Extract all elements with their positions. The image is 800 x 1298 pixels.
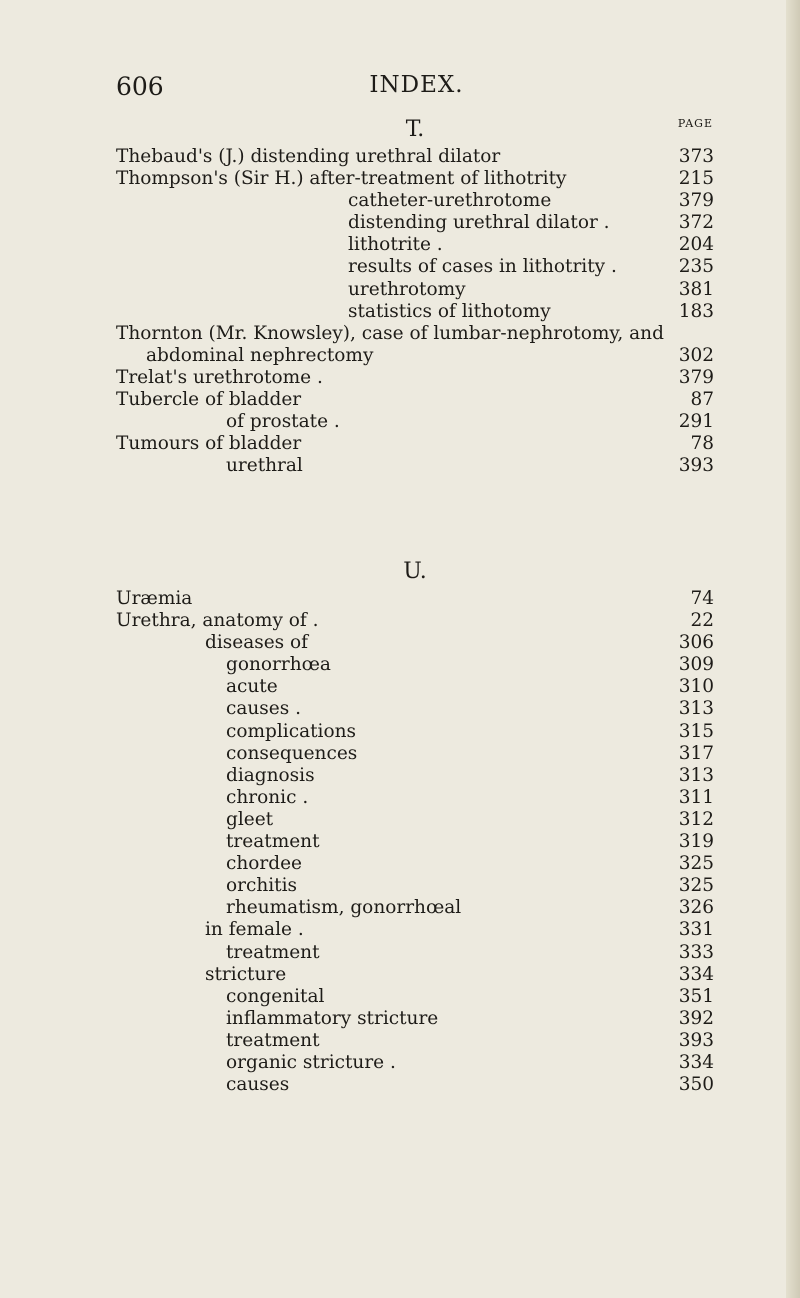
entry-page-number: 393 [678,1029,714,1051]
index-entry [116,632,714,654]
index-entry [116,721,714,743]
entry-label: gonorrhœa [226,654,331,676]
index-entry [116,345,714,367]
entry-label: abdominal nephrectomy [146,344,374,366]
entry-label: Tumours of bladder [116,433,302,455]
index-entry [116,234,714,256]
index-entry [116,1074,714,1096]
page-header [116,72,717,106]
index-entry [116,897,714,919]
index-entry [116,787,714,809]
entry-label: stricture [205,963,287,985]
entry-page-number: 204 [678,234,714,256]
entry-label: diseases of [205,632,309,654]
entry-page-number: 393 [678,455,714,477]
page-edge [786,0,800,1298]
index-entry [116,212,714,234]
entry-page-number: 334 [678,1051,714,1073]
entry-label: gleet [226,808,274,830]
entry-page-number: 381 [678,278,714,300]
section-t [116,114,714,477]
entry-page-number: 313 [678,764,714,786]
index-entry [116,809,714,831]
entry-label: lithotrite . [348,234,443,256]
entry-label: causes [226,1074,290,1096]
index-entry [116,875,714,897]
entry-label: results of cases in lithotrity . [348,256,617,278]
entry-label: treatment [226,941,320,963]
index-entry [116,190,714,212]
index-entry [116,853,714,875]
index-entry [116,1008,714,1030]
index-entry [116,256,714,278]
entry-label: organic stricture . [226,1051,396,1073]
section-letter-u: U. [403,559,427,584]
section-u [116,556,714,1096]
entry-page-number: 302 [678,344,714,366]
section-t-entries [116,146,714,477]
index-entry [116,986,714,1008]
entry-label: rheumatism, gonorrhœal [226,897,462,919]
index-entry [116,433,714,455]
entry-page-number: 183 [678,300,714,322]
entry-label: inflammatory stricture [226,1007,439,1029]
entry-label: chronic . [226,786,309,808]
index-entry [116,301,714,323]
entry-page-number: 325 [678,853,714,875]
index-entry [116,698,714,720]
entry-label: distending urethral dilator . [348,212,610,234]
entry-label: Thebaud's (J.) distending urethral dilator [116,146,501,167]
section-u-entries [116,588,714,1096]
entry-page-number: 317 [678,742,714,764]
entry-label: catheter-urethrotome [348,190,552,212]
index-entry [116,610,714,632]
entry-page-number: 350 [678,1074,714,1096]
index-entry [116,765,714,787]
index-entry [116,323,714,345]
index-entry [116,1030,714,1052]
entry-label: causes . [226,698,302,720]
entry-page-number: 326 [678,897,714,919]
entry-page-number: 334 [678,963,714,985]
entry-page-number: 351 [678,985,714,1007]
index-entry [116,367,714,389]
index-entry [116,964,714,986]
entry-label: Thompson's (Sir H.) after-treatment of lithotrity [116,168,567,190]
index-entry [116,654,714,676]
entry-label: chordee [226,853,302,875]
entry-page-number: 311 [678,786,714,808]
index-entry [116,942,714,964]
entry-page-number: 379 [678,366,714,388]
entry-page-number: 215 [678,168,714,190]
entry-page-number: 373 [678,146,714,167]
entry-page-number: 22 [690,610,714,632]
entry-page-number: 306 [678,632,714,654]
index-entry [116,588,714,610]
entry-label: diagnosis [226,764,315,786]
entry-label: acute [226,676,278,698]
index-entry [116,411,714,433]
entry-page-number: 372 [678,212,714,234]
entry-label: complications [226,720,357,742]
entry-label: orchitis [226,875,298,897]
entry-page-number: 310 [678,676,714,698]
entry-label: in female . [205,919,304,941]
page-column-label: PAGE [677,117,713,130]
entry-label: Urethra, anatomy of . [116,610,319,632]
index-entry [116,389,714,411]
entry-page-number: 291 [678,411,714,433]
entry-label: Thornton (Mr. Knowsley), case of lumbar-nephrotomy, and [116,322,664,344]
entry-label: of prostate . [226,411,340,433]
entry-page-number: 331 [678,919,714,941]
index-entry [116,919,714,941]
entry-page-number: 309 [678,654,714,676]
entry-page-number: 313 [678,698,714,720]
entry-page-number: 235 [678,256,714,278]
entry-page-number: 312 [678,808,714,830]
entry-page-number: 74 [690,588,714,609]
entry-label: congenital [226,985,325,1007]
entry-label: consequences [226,742,358,764]
index-entry [116,279,714,301]
entry-page-number: 392 [678,1007,714,1029]
index-entry [116,146,714,168]
entry-page-number: 325 [678,875,714,897]
entry-label: statistics of lithotomy [348,300,551,322]
entry-page-number: 379 [678,190,714,212]
entry-page-number: 78 [690,433,714,455]
section-letter-t: T. [405,117,425,142]
entry-page-number: 87 [690,389,714,411]
page-number: 606 [116,72,164,101]
entry-label: Tubercle of bladder [116,389,302,411]
index-entry [116,168,714,190]
entry-label: treatment [226,831,320,853]
index-entry [116,743,714,765]
index-entry [116,676,714,698]
entry-label: urethral [226,455,303,477]
entry-label: urethrotomy [348,278,466,300]
entry-label: Trelat's urethrotome . [116,366,323,388]
entry-label: Uræmia [116,588,193,609]
entry-label: treatment [226,1029,320,1051]
entry-page-number: 333 [678,941,714,963]
index-entry [116,455,714,477]
index-entry [116,831,714,853]
running-title: INDEX. [369,72,464,98]
entry-page-number: 319 [678,831,714,853]
index-entry [116,1052,714,1074]
entry-page-number: 315 [678,720,714,742]
